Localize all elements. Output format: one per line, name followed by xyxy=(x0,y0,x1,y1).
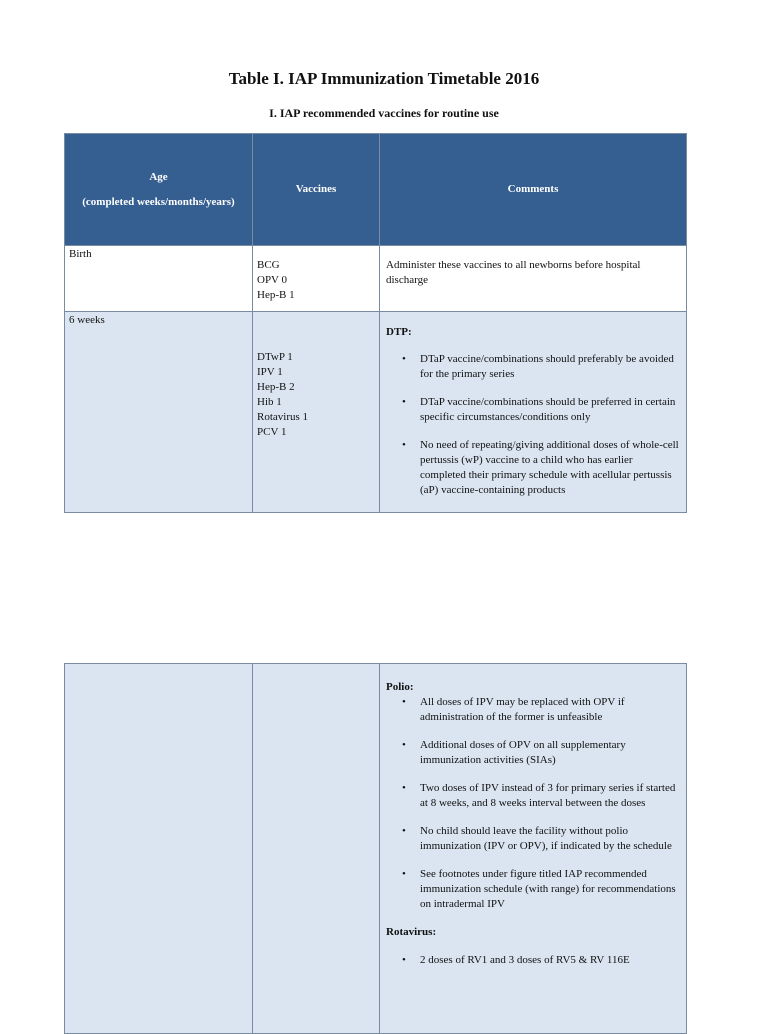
immunization-table-continued xyxy=(64,663,687,1034)
list-item: • No child should leave the facility without polio immunization (IPV or OPV), if indicated by the schedule xyxy=(420,824,680,854)
table-subtitle: I. IAP recommended vaccines for routine use xyxy=(269,106,499,120)
list-item: • All doses of IPV may be replaced with OPV if administration of the former is unfeasible xyxy=(420,695,680,725)
vaccine-item: IPV 1 xyxy=(257,366,283,378)
comments-cell: Administer these vaccines to all newborns before hospital discharge xyxy=(386,259,641,286)
polio-bullet-list xyxy=(386,695,680,912)
vaccine-item: PCV 1 xyxy=(257,426,287,438)
age-cell: 6 weeks xyxy=(69,314,105,326)
table-row xyxy=(65,312,687,513)
comment-heading-dtp: DTP: xyxy=(386,326,412,338)
table-header-row xyxy=(65,134,687,246)
comments-cell xyxy=(380,664,686,968)
vaccine-item: DTwP 1 xyxy=(257,351,293,363)
comments-cell xyxy=(380,312,686,498)
list-item: • Two doses of IPV instead of 3 for primary series if started at 8 weeks, and 8 weeks interval between the doses xyxy=(420,781,680,811)
immunization-table xyxy=(64,133,687,513)
header-vaccines: Vaccines xyxy=(253,134,380,246)
age-cell: Birth xyxy=(69,248,92,260)
header-age xyxy=(65,134,253,246)
list-item: • 2 doses of RV1 and 3 doses of RV5 & RV 116E xyxy=(420,953,680,968)
list-item: • Additional doses of OPV on all supplementary immunization activities (SIAs) xyxy=(420,738,680,768)
age-cell xyxy=(65,664,253,1034)
vaccines-cell xyxy=(253,246,379,303)
rotavirus-bullet-list xyxy=(386,953,680,968)
header-age-sublabel: (completed weeks/months/years) xyxy=(82,195,235,208)
list-item: • DTaP vaccine/combinations should preferably be avoided for the primary series xyxy=(420,352,680,382)
list-item: • See footnotes under figure titled IAP recommended immunization schedule (with range) for recommendations on intradermal IPV xyxy=(420,867,680,912)
table-row xyxy=(65,664,687,1034)
vaccine-item: Rotavirus 1 xyxy=(257,411,309,423)
comment-heading-polio: Polio: xyxy=(386,681,414,693)
header-age-label: Age xyxy=(149,170,168,183)
vaccine-item: Hep-B 2 xyxy=(257,381,295,393)
table-row xyxy=(65,246,687,312)
dtp-bullet-list xyxy=(386,352,680,498)
vaccine-item: Hib 1 xyxy=(257,396,282,408)
comment-heading-rotavirus: Rotavirus: xyxy=(386,926,437,938)
vaccine-item: Hep-B 1 xyxy=(257,289,295,301)
page-title: Table I. IAP Immunization Timetable 2016 xyxy=(228,69,540,88)
vaccine-item: OPV 0 xyxy=(257,274,288,286)
list-item: • No need of repeating/giving additional doses of whole-cell pertussis (wP) vaccine to a child who has earlier completed their primary schedule with acellular pertussis (aP) vaccine-containing products xyxy=(420,438,680,498)
header-comments: Comments xyxy=(380,134,687,246)
vaccines-cell xyxy=(253,664,380,1034)
vaccine-item: BCG xyxy=(257,259,280,271)
list-item: • DTaP vaccine/combinations should be preferred in certain specific circumstances/conditions only xyxy=(420,395,680,425)
vaccines-cell xyxy=(253,312,379,440)
